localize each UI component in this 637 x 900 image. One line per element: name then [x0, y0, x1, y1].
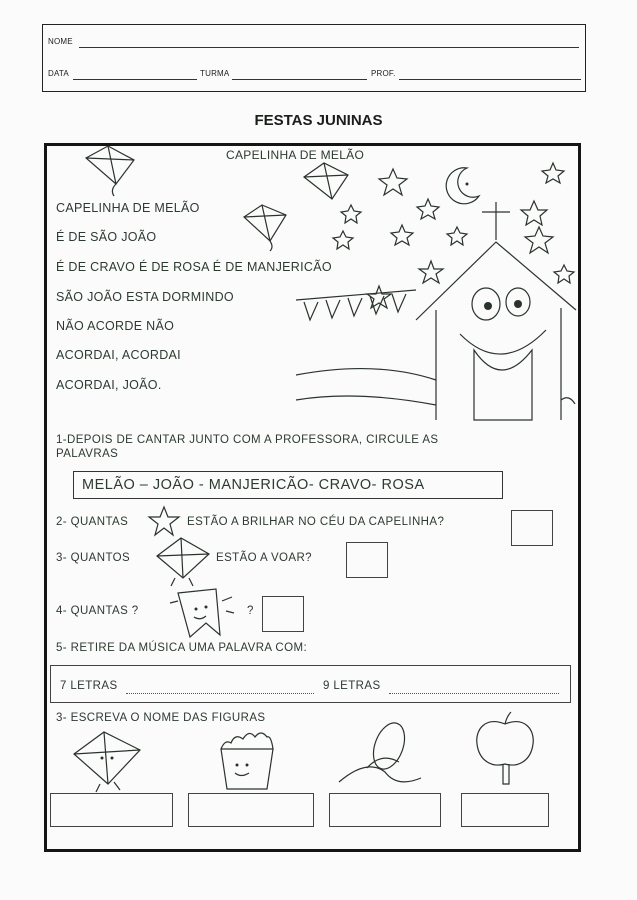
- seven-letters-label: 7 LETRAS: [60, 680, 118, 692]
- answer-box-kites[interactable]: [346, 542, 388, 578]
- nine-letters-label: 9 LETRAS: [323, 680, 381, 692]
- song-line: ACORDAI, ACORDAI: [56, 348, 181, 362]
- question-2-prefix: 2- QUANTAS: [56, 516, 129, 528]
- question-3-prefix: 3- QUANTOS: [56, 552, 131, 564]
- chapel-icon: [296, 200, 578, 426]
- nome-label: NOME: [48, 37, 73, 46]
- kite-icon: [80, 146, 140, 196]
- question-1-text-cont: PALAVRAS: [56, 448, 119, 460]
- song-line: ACORDAI, JOÃO.: [56, 378, 162, 392]
- answer-box-flags[interactable]: [262, 596, 304, 632]
- figure-name-box-2[interactable]: [188, 793, 314, 827]
- question-6-text: 3- ESCREVA O NOME DAS FIGURAS: [56, 712, 266, 724]
- kite-icon: [240, 205, 292, 253]
- seven-letters-field[interactable]: [126, 693, 314, 694]
- figure-name-box-3[interactable]: [329, 793, 441, 827]
- question-2-suffix: ESTÃO A BRILHAR NO CÉU DA CAPELINHA?: [187, 516, 445, 528]
- prof-field[interactable]: [399, 79, 581, 80]
- word-bank[interactable]: MELÃO – JOÃO - MANJERICÃO- CRAVO- ROSA: [73, 471, 503, 499]
- song-line: SÃO JOÃO ESTA DORMINDO: [56, 290, 234, 304]
- data-field[interactable]: [73, 79, 197, 80]
- kite-icon: [153, 536, 215, 586]
- answer-row-letters: [50, 665, 571, 703]
- nine-letters-field[interactable]: [389, 693, 559, 694]
- student-info-box: [42, 24, 586, 92]
- popcorn-icon: [213, 727, 281, 791]
- song-line: É DE SÃO JOÃO: [56, 230, 157, 244]
- song-line: NÃO ACORDE NÃO: [56, 319, 175, 333]
- star-icon: [541, 162, 565, 184]
- star-icon: [378, 168, 408, 196]
- figure-name-box-1[interactable]: [50, 793, 173, 827]
- song-line: É DE CRAVO É DE ROSA É DE MANJERICÃO: [56, 260, 332, 274]
- question-4-prefix: 4- QUANTAS ?: [56, 605, 139, 617]
- data-label: DATA: [48, 69, 69, 78]
- prof-label: PROF.: [371, 69, 396, 78]
- apple-icon: [475, 710, 535, 786]
- kite-icon: [68, 730, 148, 792]
- song-line: CAPELINHA DE MELÃO: [56, 201, 200, 215]
- star-icon: [148, 506, 180, 536]
- corn-icon: [337, 718, 423, 792]
- turma-field[interactable]: [232, 79, 367, 80]
- turma-label: TURMA: [200, 69, 230, 78]
- figure-name-box-4[interactable]: [461, 793, 549, 827]
- song-title: CAPELINHA DE MELÃO: [226, 148, 365, 162]
- answer-box-stars[interactable]: [511, 510, 553, 546]
- question-1-text: 1-DEPOIS DE CANTAR JUNTO COM A PROFESSORA, CIRCULE AS: [56, 434, 439, 446]
- page-title: FESTAS JUNINAS: [254, 112, 383, 129]
- question-4-suffix: ?: [247, 605, 254, 617]
- flag-icon: [166, 587, 238, 639]
- nome-field[interactable]: [79, 47, 579, 48]
- question-3-suffix: ESTÃO A VOAR?: [216, 552, 312, 564]
- question-5-text: 5- RETIRE DA MÚSICA UMA PALAVRA COM:: [56, 642, 308, 654]
